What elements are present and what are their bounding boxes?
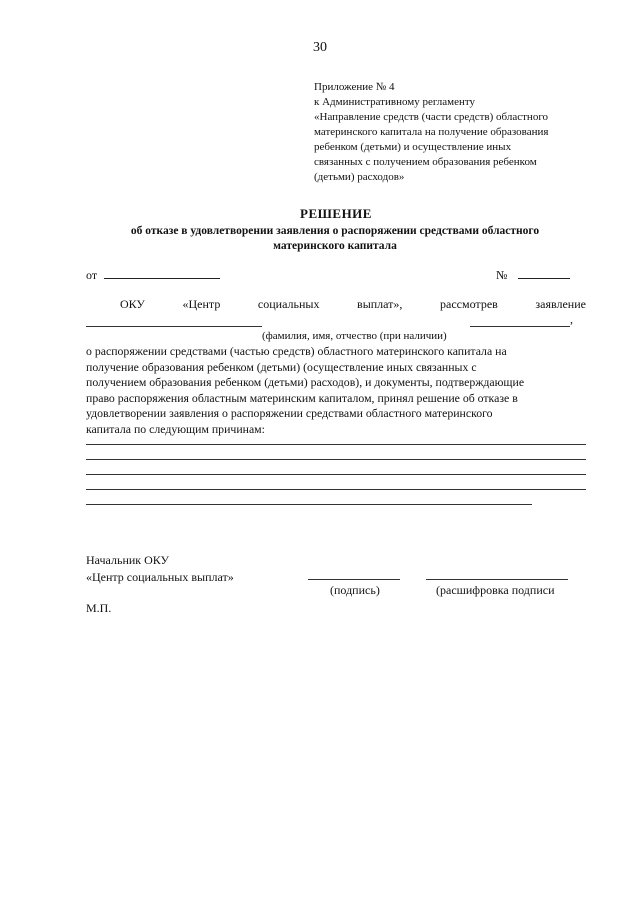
document-subtitle [80,224,590,254]
signature-blank[interactable] [308,579,400,580]
from-date-blank[interactable] [104,266,220,279]
number-blank[interactable] [518,266,570,279]
oku-word: заявление [535,297,586,311]
reason-blank-line-3[interactable] [86,474,586,475]
signature-decode-blank[interactable] [426,579,568,580]
applicant-name-blank-left[interactable] [86,326,262,327]
reason-blank-line-4[interactable] [86,489,586,490]
document-title: РЕШЕНИЕ [300,206,372,221]
signer-position-line-1: Начальник ОКУ [86,553,170,567]
appendix-line: «Направление средств (части средств) областного [314,111,549,123]
applicant-comma: , [570,312,573,326]
subtitle-line-2: материнского капитала [273,240,397,252]
reason-blank-line-2[interactable] [86,459,586,460]
stamp-place: М.П. [86,601,112,615]
number-field [496,266,570,283]
appendix-line: материнского капитала на получение образования [314,126,549,138]
signature-caption: (подпись) [330,583,380,597]
oku-word: ОКУ [120,297,145,311]
oku-word: выплат», [357,297,403,311]
body-line: капитала по следующим причинам: [86,421,265,436]
oku-word: социальных [257,297,320,311]
signer-position-line-2: «Центр социальных выплат» [86,570,234,584]
subtitle-line-1: об отказе в удовлетворении заявления о распоряжении средствами областного [130,225,540,237]
applicant-name-blank-right[interactable] [470,326,570,327]
signature-decode-caption: (расшифровка подписи [436,583,555,597]
appendix-header [314,80,594,185]
page-number: 30 [313,40,327,55]
from-label: от [86,268,98,282]
body-line: удовлетворении заявления о распоряжении средствами областного материнского [86,406,493,421]
appendix-line: связанных с получением образования ребенком [314,156,537,168]
fio-caption: (фамилия, имя, отчество (при наличии) [262,330,447,342]
oku-word: «Центр [182,297,221,311]
appendix-line: (детьми) расходов» [314,171,405,183]
body-line: получение образования ребенком (детьми) (осуществление иных связанных с [86,359,477,374]
body-line: получением образования ребенком (детьми) расходов), и документы, подтверждающие [86,375,525,390]
oku-row [120,297,586,312]
body-line: о распоряжении средствами (частью средств) областного материнского капитала на [86,344,507,358]
signer-position [86,552,234,586]
appendix-line: к Административному регламенту [314,96,476,108]
body-line: право распоряжения областным материнским капиталом, принял решение об отказе в [86,390,518,405]
reason-blank-line-5[interactable] [86,504,532,505]
appendix-line: ребенком (детьми) и осуществление иных [314,141,512,153]
body-paragraph [86,344,586,438]
from-field [86,266,220,283]
number-label: № [496,268,508,282]
oku-word: рассмотрев [440,297,498,311]
appendix-line: Приложение № 4 [314,81,395,93]
reason-blank-line-1[interactable] [86,444,586,445]
